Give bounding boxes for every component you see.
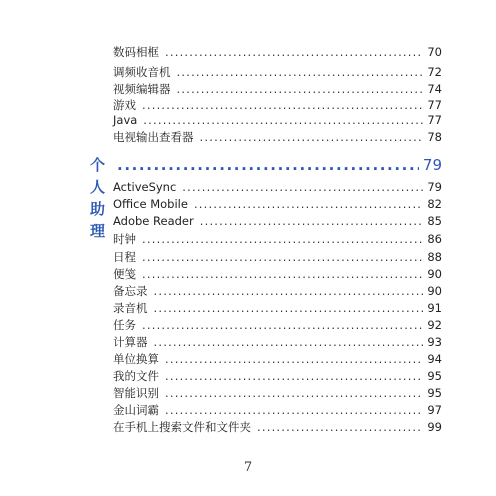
toc-entry-label: 智能识别 [113,386,159,400]
toc-entry-page: 99 [427,420,442,434]
toc-entry-label: 调频收音机 [113,65,171,79]
dot-leader [182,178,423,196]
toc-entry-page: 95 [427,386,442,400]
toc-entry-page: 92 [427,318,442,332]
toc-entry-page: 88 [427,250,442,264]
toc-entry-label: 备忘录 [113,284,148,298]
toc-entry-label: 录音机 [113,301,148,315]
toc-entry-page: 86 [427,232,442,246]
toc-entry-label: 视频编辑器 [113,82,171,96]
toc-entry-calendar[interactable] [113,248,442,266]
toc-entry-notes[interactable] [113,265,442,283]
toc-entry-label: 数码相框 [113,45,159,59]
dot-leader [200,212,424,230]
toc-entry-page: 91 [427,301,442,315]
toc-entry-label: 我的文件 [113,369,159,383]
toc-entry-page: 97 [427,403,442,417]
dot-leader [194,195,423,213]
toc-entry-label: 时钟 [113,232,136,246]
toc-entry-page: 77 [427,113,442,127]
toc-entry-smart-recognition[interactable] [113,384,442,402]
toc-entry-label: 计算器 [113,335,148,349]
dot-leader [143,111,423,129]
toc-entry-clock[interactable] [113,230,442,248]
toc-entry-page: 78 [427,130,442,144]
toc-entry-java[interactable] [113,111,442,129]
toc-entry-page: 93 [427,335,442,349]
toc-entry-page: 82 [427,197,442,211]
toc-entry-adobe-reader[interactable] [113,212,442,230]
toc-entry-label: ActiveSync [113,180,177,194]
toc-entry-page: 70 [427,45,442,59]
toc-entry-label: Adobe Reader [113,214,194,228]
toc-entry-activesync[interactable] [113,178,442,196]
toc-entry-page: 85 [427,214,442,228]
toc-entry-label: 便笺 [113,267,136,281]
dot-leader [142,248,423,266]
toc-entry-label: 任务 [113,318,136,332]
toc-entry-page: 94 [427,352,442,366]
dot-leader [142,230,423,248]
dot-leader [142,316,423,334]
toc-entry-page: 72 [427,65,442,79]
toc-entry-page: 90 [427,284,442,298]
toc-entry-label: 游戏 [113,98,136,112]
toc-entry-calculator[interactable] [113,333,442,351]
toc-entry-page: 90 [427,267,442,281]
dot-leader [177,63,424,81]
toc-entry-tasks[interactable] [113,316,442,334]
toc-entry-label: 金山词霸 [113,403,159,417]
dot-leader [117,154,419,176]
toc-entry-tv-out-viewer[interactable] [113,128,442,146]
toc-entry-page: 95 [427,369,442,383]
toc-entry-dictionary[interactable] [113,401,442,419]
dot-leader [165,384,423,402]
toc-entry-my-files[interactable] [113,367,442,385]
toc-entry-office-mobile[interactable] [113,195,442,213]
toc-entry-page: 74 [427,82,442,96]
toc-entry-label: Java [113,113,138,127]
dot-leader [154,299,424,317]
toc-entry-page: 79 [427,180,442,194]
page-number: 7 [243,460,253,475]
toc-entry-search-files[interactable] [113,418,442,436]
toc-entry-label: 日程 [113,250,136,264]
toc-entry-label: 单位换算 [113,352,159,366]
dot-leader [200,128,424,146]
toc-entry-label: 电视输出查看器 [113,130,194,144]
toc-entry-label: 在手机上搜索文件和文件夹 [113,420,251,434]
dot-leader [165,367,423,385]
toc-section-page: 79 [422,156,442,174]
toc-entry-digital-photo-frame[interactable] [113,43,442,61]
dot-leader [165,350,423,368]
toc-entry-page: 77 [427,98,442,112]
toc-entry-memo[interactable] [113,282,442,300]
toc-entry-label: Office Mobile [113,197,188,211]
toc-entry-unit-converter[interactable] [113,350,442,368]
dot-leader [154,333,424,351]
toc-entry-fm-radio[interactable] [113,63,442,81]
toc-section-title: 个人助理 [90,156,106,240]
dot-leader [165,401,423,419]
dot-leader [165,43,423,61]
dot-leader [257,418,423,436]
dot-leader [154,282,424,300]
toc-entry-voice-recorder[interactable] [113,299,442,317]
dot-leader [142,265,423,283]
